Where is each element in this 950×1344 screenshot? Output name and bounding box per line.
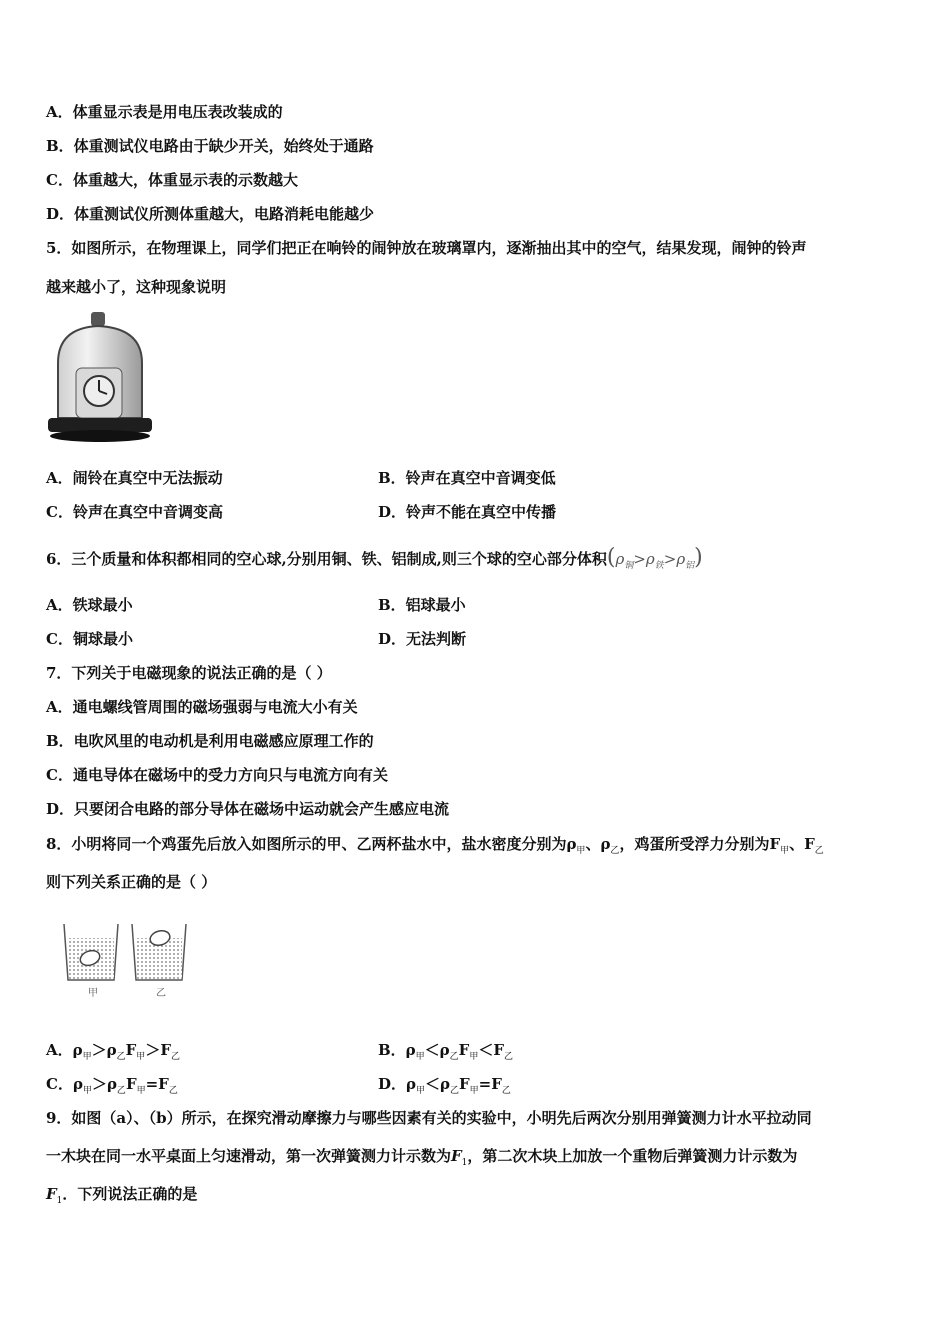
q7-option-b: B．电吹风里的电动机是利用电磁感应原理工作的 [46, 732, 374, 750]
q8-d-sub1: 甲 [415, 1086, 425, 1096]
q9-sub-first: 1 [461, 1158, 468, 1168]
cup-yi [132, 924, 186, 980]
q9-line2 [46, 1146, 797, 1173]
q8-a-sub1: 甲 [82, 1052, 92, 1062]
q8-a-sub4: 乙 [170, 1052, 180, 1062]
q5-option-d: D．铃声不能在真空中传播 [378, 503, 557, 521]
gt-2: > [663, 550, 677, 568]
q7-option-d: D．只要闭合电路的部分导体在磁场中运动就会产生感应电流 [46, 800, 450, 818]
paren-left: ( [606, 545, 616, 570]
q8-d-prefix: D．ρ [378, 1075, 416, 1093]
q9-line2-a: 一木块在同一水平桌面上匀速滑动，第一次弹簧测力计示数为 [46, 1147, 452, 1165]
rho-cu: ρ [615, 550, 625, 568]
q8-b-prefix: B．ρ [378, 1041, 416, 1059]
q8-c-sub4: 乙 [168, 1086, 178, 1096]
q7-stem: 7．下列关于电磁现象的说法正确的是（ ） [46, 664, 332, 682]
q8-option-d [378, 1074, 511, 1101]
cup-jia [64, 924, 118, 980]
q4-option-c: C．体重越大，体重显示表的示数越大 [46, 171, 298, 189]
q8-stem-line2: 则下列关系正确的是（ ） [46, 873, 217, 891]
q8-option-a [46, 1040, 180, 1067]
sub-jia-2: 甲 [780, 846, 790, 856]
q9-line3-b: ．下列说法正确的是 [62, 1185, 198, 1203]
q8-b-sub2: 乙 [449, 1052, 459, 1062]
saltwater-cups-figure [60, 920, 200, 1002]
sub-fe: 铁 [654, 561, 664, 571]
rho-al: ρ [676, 550, 686, 568]
q8-b-rel1: ＜ρ [424, 1041, 450, 1059]
rho-fe: ρ [645, 550, 655, 568]
q9-line3 [46, 1184, 197, 1211]
sub-yi-1: 乙 [610, 846, 620, 856]
gt-1: > [633, 550, 646, 568]
q8-a-prefix: A．ρ [46, 1041, 83, 1059]
bell-jar-figure [46, 308, 156, 448]
q8-c-sub3: 甲 [136, 1086, 146, 1096]
q5-stem-line2: 越来越小了，这种现象说明 [46, 278, 227, 296]
q9-f-second: F [46, 1185, 57, 1203]
sub-yi-2: 乙 [814, 846, 824, 856]
q6-stem [46, 545, 703, 576]
label-jia: 甲 [88, 988, 98, 999]
q8-c-sub1: 甲 [82, 1086, 92, 1096]
q8-d-sub3: 甲 [469, 1086, 479, 1096]
q8-d-mid: F [459, 1075, 470, 1093]
q8-b-sub3: 甲 [469, 1052, 479, 1062]
q9-sub-second: 1 [56, 1196, 63, 1206]
q8-d-rel2: =F [478, 1075, 502, 1093]
q8-a-sub2: 乙 [116, 1052, 126, 1062]
q7-option-a: A．通电螺线管周围的磁场强弱与电流大小有关 [46, 698, 358, 716]
q8-c-prefix: C．ρ [46, 1075, 83, 1093]
q9-f-first: F [451, 1147, 462, 1165]
q8-c-mid: F [125, 1075, 137, 1093]
q8-d-sub4: 乙 [501, 1086, 511, 1096]
q8-stem-a: 8．小明将同一个鸡蛋先后放入如图所示的甲、乙两杯盐水中，盐水密度分别为ρ [46, 835, 577, 853]
q4-option-d: D．体重测试仪所测体重越大，电路消耗电能越少 [46, 205, 375, 223]
q6-stem-text: 6．三个质量和体积都相同的空心球,分别用铜、铁、铝制成,则三个球的空心部分体积 [46, 550, 607, 568]
q8-stem-d: 、F [789, 835, 815, 853]
q8-c-rel2: =F [145, 1075, 169, 1093]
q8-stem-b: 、ρ [585, 835, 611, 853]
q8-c-sub2: 乙 [116, 1086, 126, 1096]
q5-option-a: A．闹铃在真空中无法振动 [46, 469, 223, 487]
q5-option-c: C．铃声在真空中音调变高 [46, 503, 223, 521]
q4-option-a: A．体重显示表是用电压表改装成的 [46, 103, 283, 121]
q9-line1: 9．如图（a）、（b）所示，在探究滑动摩擦力与哪些因素有关的实验中，小明先后两次分别用弹簧测力计水平拉动同 [46, 1109, 812, 1127]
q6-option-c: C．铜球最小 [46, 630, 133, 648]
q8-a-rel1: ＞ρ [91, 1041, 117, 1059]
q8-d-sub2: 乙 [449, 1086, 459, 1096]
q8-d-rel1: ＜ρ [425, 1075, 450, 1093]
q8-option-c [46, 1074, 178, 1101]
q8-b-mid: F [458, 1041, 470, 1059]
q8-option-b [378, 1040, 513, 1067]
q6-option-d: D．无法判断 [378, 630, 467, 648]
q8-stem-c: ，鸡蛋所受浮力分别为F [619, 835, 781, 853]
q9-line2-b: ，第二次木块上加放一个重物后弹簧测力计示数为 [467, 1147, 798, 1165]
q8-b-rel2: ＜F [478, 1041, 504, 1059]
q8-a-sub3: 甲 [136, 1052, 146, 1062]
q7-option-c: C．通电导体在磁场中的受力方向只与电流方向有关 [46, 766, 388, 784]
q5-stem-line1: 5．如图所示，在物理课上，同学们把正在响铃的闹钟放在玻璃罩内，逐渐抽出其中的空气，结果发现，闹钟的铃声 [46, 239, 807, 257]
q5-option-b: B．铃声在真空中音调变低 [378, 469, 556, 487]
q6-option-b: B．铝球最小 [378, 596, 466, 614]
density-formula [606, 545, 703, 571]
sub-al: 铝 [685, 561, 695, 571]
q8-c-rel1: ＞ρ [91, 1075, 117, 1093]
q8-b-sub1: 甲 [415, 1052, 425, 1062]
sub-jia-1: 甲 [576, 846, 586, 856]
label-yi: 乙 [156, 988, 166, 999]
q8-a-mid: F [125, 1041, 137, 1059]
paren-right: ) [694, 545, 703, 570]
q4-option-b: B．体重测试仪电路由于缺少开关，始终处于通路 [46, 137, 374, 155]
q6-option-a: A．铁球最小 [46, 596, 133, 614]
q8-stem-line1 [46, 834, 824, 861]
sub-cu: 铜 [624, 561, 634, 571]
q8-a-rel2: ＞F [145, 1041, 171, 1059]
q8-b-sub4: 乙 [504, 1052, 514, 1062]
